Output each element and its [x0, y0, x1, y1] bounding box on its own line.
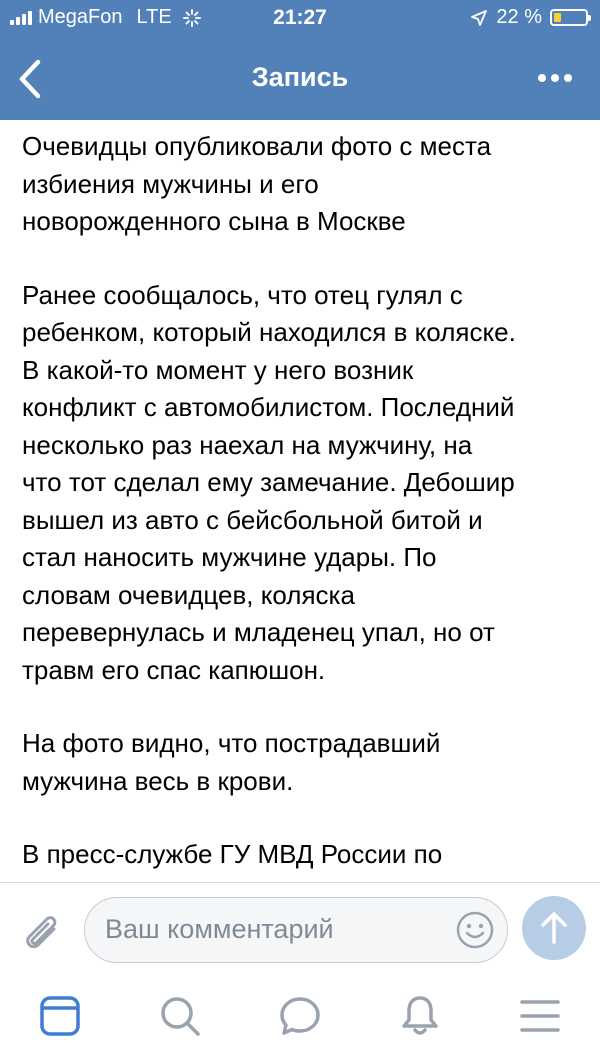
tab-notifications[interactable] [396, 992, 444, 1040]
comment-bar [0, 882, 600, 977]
location-arrow-icon [470, 9, 488, 27]
clock: 21:27 [273, 6, 327, 29]
tab-search[interactable] [156, 992, 204, 1040]
search-icon [156, 992, 204, 1040]
tab-bar [0, 976, 600, 1063]
chat-bubble-icon [276, 992, 324, 1040]
status-bar [0, 0, 600, 38]
post-text [22, 128, 582, 882]
comment-input[interactable] [105, 898, 435, 961]
bell-icon [396, 992, 444, 1040]
battery-icon [550, 9, 588, 26]
paperclip-icon [22, 907, 62, 955]
news-icon [36, 992, 84, 1040]
battery-percent: 22 % [496, 6, 542, 28]
arrow-up-icon [522, 896, 586, 960]
navigation-bar [0, 38, 600, 120]
menu-icon [516, 992, 564, 1040]
page-title: Запись [251, 62, 349, 92]
post-paragraph: Ранее сообщалось, что отец гулял с ребенком, который находился в коляске. В какой-то момент у него возник конфликт с автомобилистом. Последний несколько раз наехал на мужчину, на что тот сделал ему замечание. Дебошир вышел из авто с бейсбольной битой и стал наносить мужчине удары. По словам очевидцев, коляска перевернулась и младенец упал, но от травм его спас капюшон. [22, 279, 516, 685]
post-paragraph: На фото видно, что пострадавший мужчина весь в крови. [22, 728, 441, 796]
comment-input-container [84, 897, 508, 963]
smile-icon [455, 910, 495, 950]
carrier-label: MegaFon [38, 6, 123, 28]
network-label: LTE [136, 6, 172, 28]
tab-news[interactable] [36, 992, 84, 1040]
emoji-button[interactable] [455, 910, 495, 950]
tab-messages[interactable] [276, 992, 324, 1040]
post-paragraph: В пресс-службе ГУ МВД России по [22, 839, 443, 869]
post-paragraph: Очевидцы опубликовали фото с места избиения мужчины и его новорожденного сына в Москве [22, 131, 492, 236]
attach-button[interactable] [22, 907, 62, 955]
more-button[interactable] [538, 74, 572, 82]
tab-menu[interactable] [516, 992, 564, 1040]
send-button[interactable] [522, 896, 586, 960]
